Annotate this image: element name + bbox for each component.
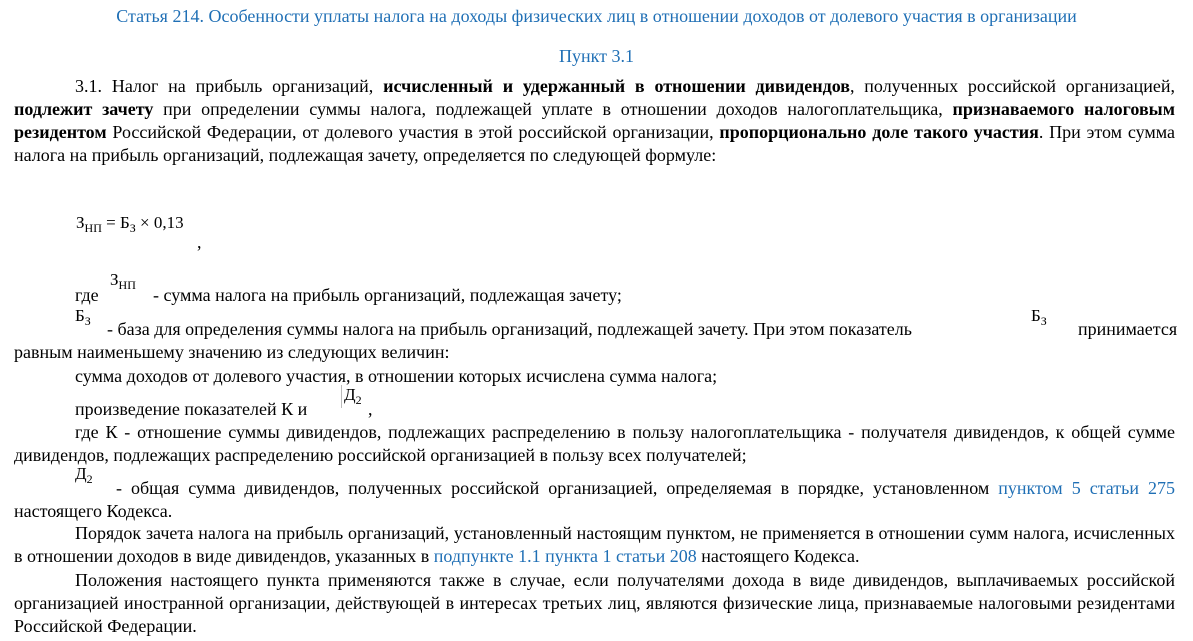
paragraph-order bbox=[14, 522, 1175, 568]
p1-bold-4: пропорционально доле такого участия bbox=[719, 122, 1039, 142]
p1-bold-2: подлежит зачету bbox=[14, 99, 154, 119]
item-2-comma: , bbox=[368, 399, 373, 419]
article-title: Статья 214. Особенности уплаты налога на доходы физических лиц в отношении доходов от долевого участия в организации bbox=[116, 6, 1077, 26]
item-2-symbol bbox=[341, 385, 362, 408]
p-last-text: Положения настоящего пункта применяются также в случае, если получателями дохода в виде дивидендов, выплачиваемых российской организацией иностранной организации, действующей в интересах третьих лиц, являются физические лица, признаваемые налоговыми резидентами Российской Федерации. bbox=[14, 570, 1175, 636]
link-podpunkt-1-1-stati-208[interactable]: подпункте 1.1 пункта 1 статьи 208 bbox=[433, 546, 697, 566]
where2-sym2: Б bbox=[1031, 306, 1041, 325]
p-d2-text-1: - общая сумма дивидендов, полученных российской организацией, определяемая в порядке, установленном bbox=[107, 478, 999, 498]
where2-symbol bbox=[75, 306, 91, 329]
item-2-sym-sub: 2 bbox=[355, 393, 362, 407]
p1-text-2: , полученных российской организацией, bbox=[849, 76, 1175, 96]
p1-bold-1: исчисленный и удержанный в отношении дивидендов bbox=[383, 76, 850, 96]
where1-sym-sub: НП bbox=[118, 278, 136, 292]
paragraph-k bbox=[14, 421, 1175, 467]
p-d2-text-2: настоящего Кодекса. bbox=[14, 501, 173, 521]
formula-eq: = bbox=[101, 213, 120, 232]
link-punkt-5-stati-275[interactable]: пунктом 5 статьи 275 bbox=[998, 478, 1175, 498]
p1-text-5: . При этом сумма налога на прибыль организаций, подлежащая зачету, определяется по следующей формуле: bbox=[14, 122, 1176, 165]
p1-text-3: при определении суммы налога, подлежащей уплате в отношении доходов налогоплательщика, bbox=[153, 99, 953, 119]
d2-sym-sub: 2 bbox=[86, 472, 93, 486]
p-order-text-1: Порядок зачета налога на прибыль организаций, установленный настоящим пунктом, не применяется в отношении сумм налога, исчисленных в отношении доходов в виде дивидендов, указанных в bbox=[14, 523, 1175, 566]
item-2-sym: Д bbox=[344, 385, 356, 404]
item-2-text: произведение показателей К и bbox=[75, 399, 308, 419]
item-1: сумма доходов от долевого участия, в отношении которых исчислена сумма налога; bbox=[75, 366, 718, 386]
where2-sym-sub: З bbox=[84, 314, 91, 328]
p-k-text: где К - отношение суммы дивидендов, подлежащих распределению в пользу налогоплательщика - получателя дивидендов, к общей сумме дивидендов, подлежащих распределению российской организацией в пользу всех получателей; bbox=[14, 422, 1175, 465]
formula-b: Б bbox=[119, 213, 130, 232]
where1-symbol bbox=[110, 270, 136, 293]
where1-text: - сумма налога на прибыль организаций, подлежащая зачету; bbox=[153, 285, 622, 305]
formula-rest: × 0,13 bbox=[135, 213, 184, 232]
where2-text: - база для определения суммы налога на прибыль организаций, подлежащей зачету. При этом показатель bbox=[107, 319, 912, 339]
where2-end: принимается bbox=[1078, 319, 1178, 339]
p1-text-4: Российской Федерации, от долевого участия в этой российской организации, bbox=[106, 122, 720, 142]
formula-comma: , bbox=[197, 232, 202, 252]
formula-b-sub: З bbox=[129, 221, 136, 235]
where2-symbol-2 bbox=[1031, 306, 1047, 329]
formula-z: З bbox=[76, 213, 85, 232]
paragraph-d2 bbox=[14, 477, 1175, 523]
where2-line2: равным наименьшему значению из следующих величин: bbox=[14, 342, 450, 362]
d2-sym: Д bbox=[75, 464, 87, 483]
paragraph-3-1 bbox=[14, 75, 1175, 167]
p-order-text-2: настоящего Кодекса. bbox=[696, 546, 860, 566]
formula-z-sub: НП bbox=[84, 221, 102, 235]
point-title: Пункт 3.1 bbox=[558, 46, 634, 66]
where1-sym: З bbox=[110, 270, 119, 289]
where2-sym: Б bbox=[75, 306, 85, 325]
paragraph-last bbox=[14, 569, 1175, 638]
formula bbox=[76, 213, 184, 236]
where2-sym2-sub: З bbox=[1040, 314, 1047, 328]
p1-text-1: 3.1. Налог на прибыль организаций, bbox=[75, 76, 384, 96]
where1-prefix: где bbox=[75, 285, 99, 305]
p1-bold-3: признаваемого налоговым резидентом bbox=[14, 99, 1175, 142]
